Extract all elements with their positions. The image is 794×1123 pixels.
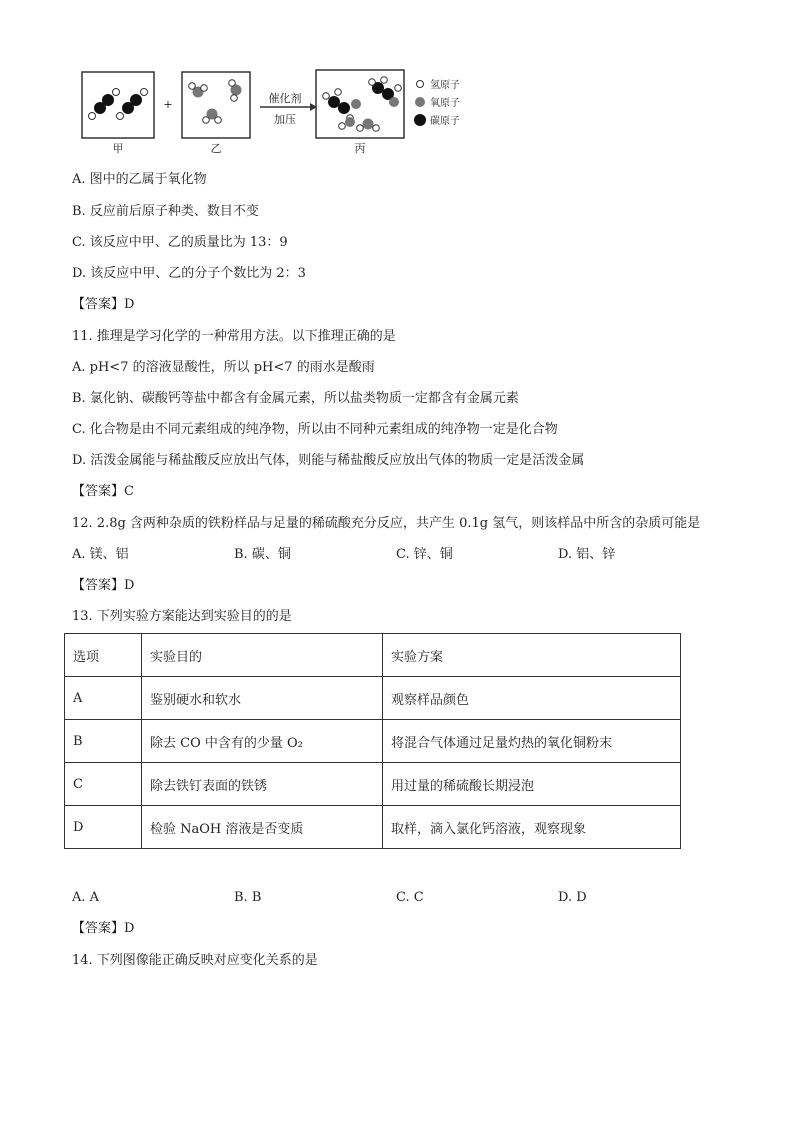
q11-option-b: B. 氯化钠、碳酸钙等盐中都含有金属元素，所以盐类物质一定都含有金属元素 <box>72 391 519 406</box>
box-jia <box>82 72 154 138</box>
answer-tag: 【答案】 <box>72 484 125 499</box>
header-cell: 选项 <box>65 634 142 677</box>
table-cell: D <box>65 806 142 849</box>
table-cell: C <box>65 763 142 806</box>
q10-option-a: A. 图中的乙属于氧化物 <box>72 172 207 187</box>
table-cell: 取样，滴入氯化钙溶液，观察现象 <box>383 806 681 849</box>
q13-option-c: C. C <box>396 890 424 905</box>
label-jia: 甲 <box>112 142 124 155</box>
q11-stem: 11. 推理是学习化学的一种常用方法。以下推理正确的是 <box>72 329 396 344</box>
table-cell: 用过量的稀硫酸长期浸泡 <box>383 763 681 806</box>
box-yi <box>182 72 250 138</box>
svg-text:氢原子: 氢原子 <box>430 80 460 91</box>
q12-option-d: D. 铝、锌 <box>558 547 616 562</box>
answer-tag: 【答案】 <box>72 921 125 936</box>
table-cell: 除去 CO 中含有的少量 O₂ <box>142 720 383 763</box>
arrow-top-label: 催化剂 <box>268 92 302 105</box>
table-cell: 除去铁钉表面的铁锈 <box>142 763 383 806</box>
q12-answer <box>72 576 134 596</box>
q12-option-b: B. 碳、铜 <box>234 547 291 562</box>
q13-table <box>64 633 681 849</box>
q11-option-a: A. pH<7 的溶液显酸性，所以 pH<7 的雨水是酸雨 <box>72 360 375 375</box>
q12-stem: 12. 2.8g 含两种杂质的铁粉样品与足量的稀硫酸充分反应，共产生 0.1g 氢气，则该样品中所含的杂质可能是 <box>72 516 701 531</box>
header-cell: 实验目的 <box>142 634 383 677</box>
table-row <box>65 763 681 806</box>
answer-value: D <box>124 578 135 593</box>
legend-carbon <box>414 114 460 127</box>
table-cell: 观察样品颜色 <box>383 677 681 720</box>
q14-stem: 14. 下列图像能正确反映对应变化关系的是 <box>72 953 318 968</box>
answer-value: D <box>124 921 135 936</box>
plus-sign: + <box>163 98 173 111</box>
q10-option-d: D. 该反应中甲、乙的分子个数比为 2：3 <box>72 266 306 281</box>
q10-option-c: C. 该反应中甲、乙的质量比为 13：9 <box>72 235 288 250</box>
svg-text:氧原子: 氧原子 <box>430 98 460 109</box>
q13-answer <box>72 919 134 939</box>
label-bing: 丙 <box>354 142 366 155</box>
table-header-row <box>65 634 681 677</box>
answer-value: C <box>124 484 134 499</box>
q10-option-b: B. 反应前后原子种类、数目不变 <box>72 204 259 219</box>
arrow-bottom-label: 加压 <box>274 113 296 126</box>
svg-text:碳原子: 碳原子 <box>430 116 460 127</box>
label-yi: 乙 <box>210 142 222 155</box>
q13-option-a: A. A <box>72 890 100 905</box>
table-cell: A <box>65 677 142 720</box>
q11-option-c: C. 化合物是由不同元素组成的纯净物，所以由不同种元素组成的纯净物一定是化合物 <box>72 422 558 437</box>
q12-option-c: C. 锌、铜 <box>396 547 453 562</box>
q13-option-d: D. D <box>558 890 587 905</box>
table-cell: 鉴别硬水和软水 <box>142 677 383 720</box>
answer-tag: 【答案】 <box>72 297 125 312</box>
legend-hydrogen <box>417 78 461 91</box>
q13-stem: 13. 下列实验方案能达到实验目的的是 <box>72 609 292 624</box>
q11-answer <box>72 482 134 502</box>
table-cell: B <box>65 720 142 763</box>
q11-option-d: D. 活泼金属能与稀盐酸反应放出气体，则能与稀盐酸反应放出气体的物质一定是活泼金属 <box>72 453 585 468</box>
reaction-figure <box>72 64 492 159</box>
table-row <box>65 720 681 763</box>
answer-tag: 【答案】 <box>72 578 125 593</box>
q12-option-a: A. 镁、铝 <box>72 547 129 562</box>
table-cell: 检验 NaOH 溶液是否变质 <box>142 806 383 849</box>
q10-answer <box>72 295 134 315</box>
header-cell: 实验方案 <box>383 634 681 677</box>
legend-oxygen <box>415 96 460 109</box>
table-row <box>65 806 681 849</box>
answer-value: D <box>124 297 135 312</box>
q13-option-b: B. B <box>234 890 262 905</box>
table-cell: 将混合气体通过足量灼热的氧化铜粉末 <box>383 720 681 763</box>
table-row <box>65 677 681 720</box>
